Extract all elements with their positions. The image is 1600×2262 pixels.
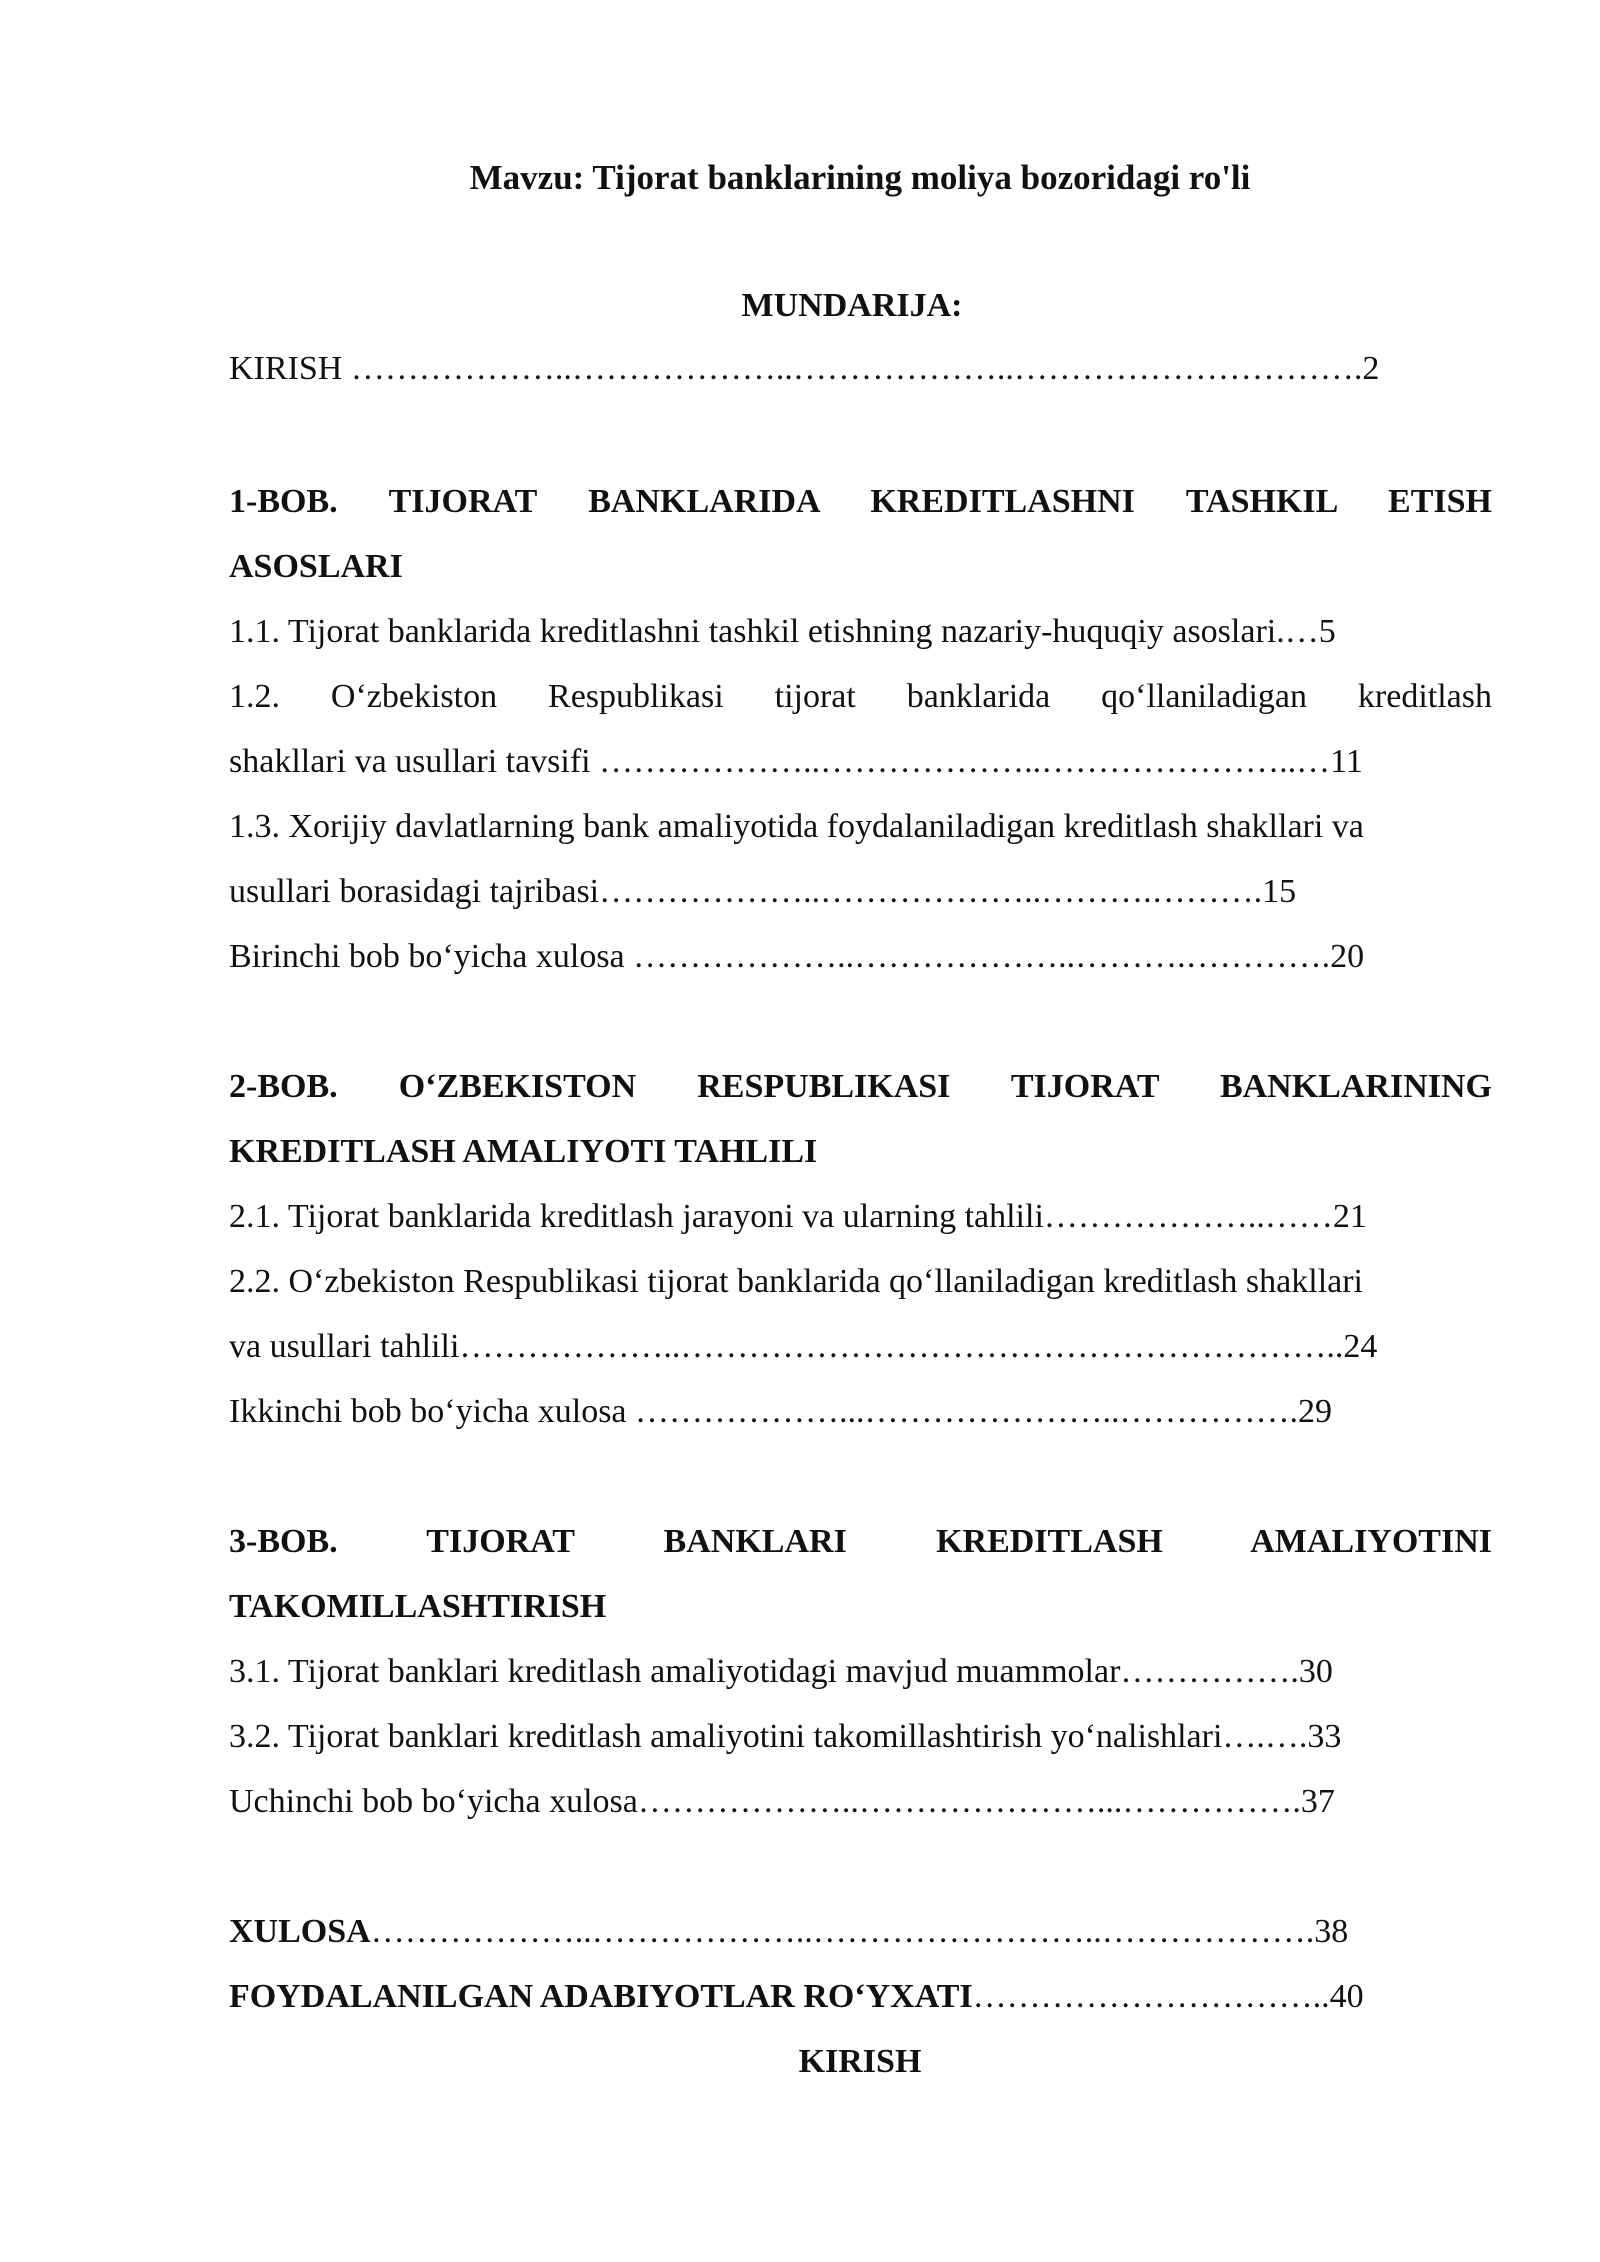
ch1-title-line2: ASOSLARI [229,548,403,585]
ch2-title-line1: 2-BOB. O‘ZBEKISTON RESPUBLIKASI TIJORAT BANKLARINING [229,1068,1492,1105]
toc-intro-entry [229,347,1492,391]
toc-entry-1-1: 1.1. Tijorat banklarida kreditlashni tashkil etishning nazariy-huquqiy asoslari.…5 [229,613,1336,650]
conclusion-dots: ………………..………………..……………………..……………….38 [370,1913,1349,1950]
conclusion-label: XULOSA [229,1913,371,1950]
references-label: FOYDALANILGAN ADABIYOTLAR RO‘YXATI [229,1978,973,2015]
references-dots: …………………………..40 [972,1978,1364,2015]
toc-entry-ch2-summary: Ikkinchi bob bo‘yicha xulosa ………………...…………………..…………….29 [229,1393,1333,1430]
toc-entry-conclusion [229,1910,1492,1954]
toc-entry-1-2-line1: 1.2. O‘zbekiston Respublikasi tijorat banklarida qo‘llaniladigan kreditlash [229,678,1492,715]
toc-entry-1-2-line2: shakllari va usullari tavsifi ………………..………………..…………………..…11 [229,743,1363,780]
ch1-title-line1: 1-BOB. TIJORAT BANKLARIDA KREDITLASHNI TASHKIL ETISH [229,483,1492,520]
intro-heading: KIRISH [798,2043,922,2080]
topic-title: Mavzu: Tijorat banklarining moliya bozoridagi ro'li [469,158,1251,197]
toc-entry-1-3-line1: 1.3. Xorijiy davlatlarning bank amaliyotida foydalaniladigan kreditlash shakllari va [229,808,1364,845]
toc-entry-ch3-summary: Uchinchi bob bo‘yicha xulosa………………..…………………...…………….37 [229,1783,1335,1820]
toc-entry-references [229,1975,1492,2019]
ch2-title-line2: KREDITLASH AMALIYOTI TAHLILI [229,1133,818,1170]
toc-entry-ch1-summary: Birinchi bob bo‘yicha xulosa ………………..………………..……….………….20 [229,938,1365,975]
toc-entry-2-2-line2: va usullari tahlili………………..…………………………………………………..24 [229,1328,1378,1365]
ch3-title-line2: TAKOMILLASHTIRISH [229,1588,607,1625]
toc-heading: MUNDARIJA: [741,287,963,324]
toc-entry-2-1: 2.1. Tijorat banklarida kreditlash jarayoni va ularning tahlili………………..……21 [229,1198,1367,1235]
toc-intro-text: KIRISH ………………..………………..………………..………………………….2 [229,350,1380,387]
toc-entry-2-2-line1: 2.2. O‘zbekiston Respublikasi tijorat banklarida qo‘llaniladigan kreditlash shakllari [229,1263,1364,1300]
toc-entry-1-3-line2: usullari borasidagi tajribasi………………..………………..……….……….15 [229,873,1297,910]
toc-entry-3-2: 3.2. Tijorat banklari kreditlash amaliyotini takomillashtirish yo‘nalishlari….….33 [229,1718,1342,1755]
ch3-title-line1: 3-BOB. TIJORAT BANKLARI KREDITLASH AMALIYOTINI [229,1523,1492,1560]
toc-entry-3-1: 3.1. Tijorat banklari kreditlash amaliyotidagi mavjud muammolar…………….30 [229,1653,1333,1690]
